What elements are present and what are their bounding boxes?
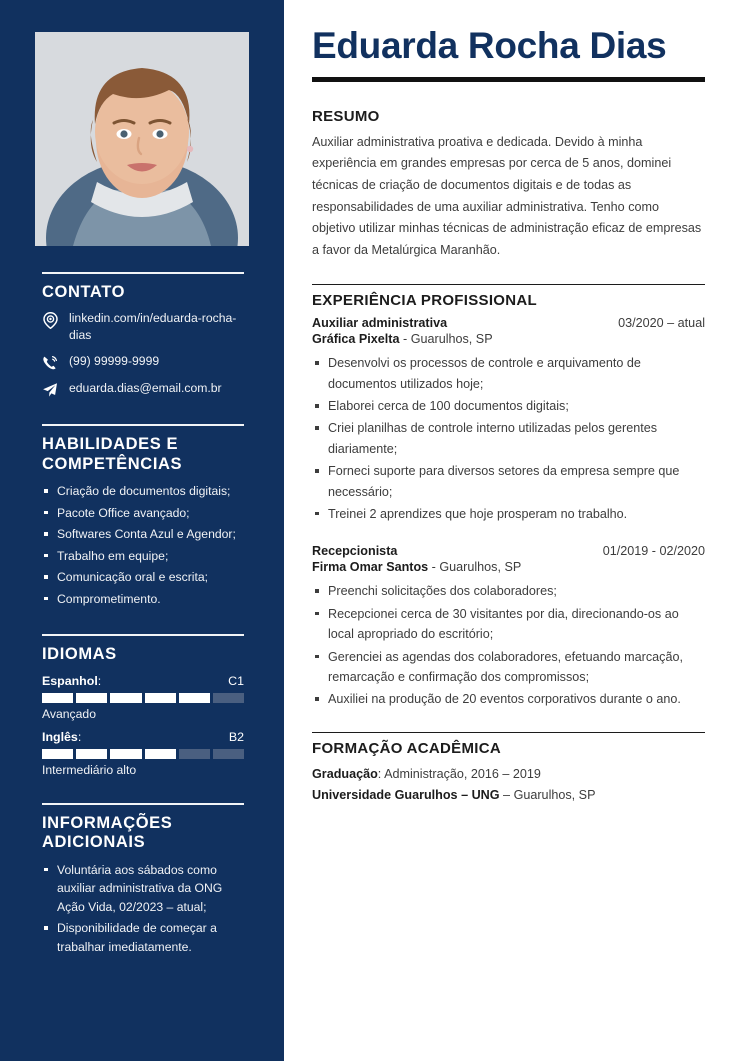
- page-title: Eduarda Rocha Dias: [312, 25, 667, 66]
- bar-segment: [110, 749, 141, 759]
- bar-segment: [213, 693, 244, 703]
- job-location: - Guarulhos, SP: [399, 332, 493, 347]
- language-name-group: [42, 674, 101, 688]
- contato-divider: [42, 272, 244, 274]
- job-organization: [312, 560, 705, 574]
- language-name: Espanhol: [42, 673, 98, 688]
- education-school: [312, 785, 705, 806]
- list-item: Elaborei cerca de 100 documentos digitais;: [312, 396, 705, 416]
- contact-list: [42, 310, 244, 398]
- experiencia-title: EXPERIÊNCIA PROFISSIONAL: [312, 292, 538, 310]
- education-degree-label: Graduação: [312, 767, 378, 782]
- experience-entry-2: [312, 544, 705, 709]
- idiomas-divider: [42, 634, 244, 636]
- job-title: Recepcionista: [312, 544, 398, 559]
- bar-segment: [42, 693, 73, 703]
- informacoes-divider: [42, 803, 244, 805]
- language-level-badge: B2: [228, 729, 244, 744]
- education-degree: [312, 764, 705, 785]
- education-school-text: – Guarulhos, SP: [499, 788, 596, 803]
- language-ingles: [42, 730, 244, 777]
- language-level-badge: C1: [228, 673, 244, 688]
- list-item: Desenvolvi os processos de controle e arquivamento de documentos utilizados hoje;: [312, 353, 705, 394]
- language-proficiency-bar: [42, 749, 244, 759]
- location-pin-icon: [42, 312, 58, 329]
- habilidades-divider: [42, 424, 244, 426]
- job-date: 03/2020 – atual: [618, 316, 705, 331]
- job-company: Gráfica Pixelta: [312, 332, 400, 347]
- language-separator: :: [77, 729, 82, 744]
- list-item: Treinei 2 aprendizes que hoje prosperam no trabalho.: [312, 504, 705, 524]
- language-separator: :: [97, 673, 102, 688]
- job-organization: [312, 332, 705, 346]
- title-underline: [312, 77, 705, 82]
- language-description: Intermediário alto: [42, 762, 137, 777]
- language-description: Avançado: [42, 706, 96, 721]
- phone-icon: [42, 355, 58, 371]
- list-item: Auxiliei na produção de 20 eventos corporativos durante o ano.: [312, 689, 705, 709]
- list-item: Criei planilhas de controle interno utilizadas pelos gerentes diariamente;: [312, 418, 705, 459]
- job-header: [312, 316, 705, 330]
- avatar: [35, 32, 249, 246]
- list-item: Recepcionei cerca de 30 visitantes por dia, direcionando-os ao local apropriado do escritório;: [312, 604, 705, 645]
- habilidades-list: [42, 482, 244, 608]
- habilidades-title: HABILIDADES E COMPETÊNCIAS: [42, 435, 183, 473]
- language-proficiency-bar: [42, 693, 244, 703]
- bar-segment: [179, 693, 210, 703]
- job-bullets: [312, 353, 705, 524]
- language-espanhol: [42, 674, 244, 721]
- informacoes-list: [42, 861, 244, 957]
- education-degree-text: : Administração, 2016 – 2019: [377, 767, 541, 782]
- list-item: Gerenciei as agendas dos colaboradores, efetuando marcação, remarcação e confirmação dos compromissos;: [312, 647, 705, 688]
- job-header: [312, 544, 705, 558]
- contact-item-linkedin[interactable]: [42, 310, 244, 344]
- language-name: Inglês: [42, 729, 78, 744]
- job-title: Auxiliar administrativa: [312, 316, 448, 331]
- contato-title: CONTATO: [42, 283, 126, 301]
- education-school-label: Universidade Guarulhos – UNG: [312, 788, 500, 803]
- bar-segment: [145, 693, 176, 703]
- job-date: 01/2019 - 02/2020: [602, 544, 705, 559]
- list-item: Forneci suporte para diversos setores da empresa sempre que necessário;: [312, 461, 705, 502]
- contact-email-text: eduarda.dias@email.com.br: [69, 381, 222, 396]
- job-bullets: [312, 581, 705, 709]
- bar-segment: [76, 749, 107, 759]
- idiomas-title: IDIOMAS: [42, 645, 117, 664]
- main-content: [284, 0, 750, 1061]
- language-name-group: [42, 730, 81, 744]
- resumo-text: Auxiliar administrativa proativa e dedicada. Devido à minha experiência em grandes empresas por cerca de 5 anos, dominei técnicas de criação de documentos digitais e de todas as responsabilidades de uma auxiliar administrativa. Tenho como objetivo utilizar minhas técnicas de administração eficaz de empresas a favor da Metalúrgica Maranhão.: [312, 134, 702, 257]
- experience-entry-1: [312, 316, 705, 524]
- list-item: Pacote Office avançado;: [42, 504, 244, 523]
- list-item: Comunicação oral e escrita;: [42, 568, 244, 587]
- spacer: [312, 528, 705, 544]
- list-item: Voluntária aos sábados como auxiliar administrativa da ONG Ação Vida, 02/2023 – atual;: [42, 861, 244, 917]
- formacao-divider: [312, 732, 705, 734]
- contact-linkedin-text: linkedin.com/in/eduarda-rocha-dias: [69, 311, 237, 343]
- list-item: Trabalho em equipe;: [42, 547, 244, 566]
- resumo-title: RESUMO: [312, 107, 380, 125]
- job-company: Firma Omar Santos: [312, 560, 429, 575]
- list-item: Comprometimento.: [42, 590, 244, 609]
- sidebar: [0, 0, 284, 1061]
- list-item: Softwares Conta Azul e Agendor;: [42, 525, 244, 544]
- portrait-photo-icon: [35, 32, 249, 246]
- bar-segment: [110, 693, 141, 703]
- paper-plane-icon: [42, 382, 58, 398]
- contact-item-phone[interactable]: [42, 353, 244, 371]
- experiencia-divider: [312, 284, 705, 286]
- contact-item-email[interactable]: [42, 380, 244, 398]
- informacoes-title: INFORMAÇÕES ADICIONAIS: [42, 813, 173, 852]
- bar-segment: [76, 693, 107, 703]
- language-header: [42, 674, 244, 688]
- sidebar-sections: [0, 272, 284, 956]
- list-item: Criação de documentos digitais;: [42, 482, 244, 501]
- list-item: Preenchi solicitações dos colaboradores;: [312, 581, 705, 601]
- list-item: Disponibilidade de começar a trabalhar imediatamente.: [42, 919, 244, 956]
- bar-segment: [42, 749, 73, 759]
- bar-segment: [213, 749, 244, 759]
- job-location: - Guarulhos, SP: [428, 560, 522, 575]
- bar-segment: [179, 749, 210, 759]
- contact-phone-text: (99) 99999-9999: [69, 354, 160, 369]
- bar-segment: [145, 749, 176, 759]
- language-header: [42, 730, 244, 744]
- formacao-title: FORMAÇÃO ACADÊMICA: [312, 740, 501, 758]
